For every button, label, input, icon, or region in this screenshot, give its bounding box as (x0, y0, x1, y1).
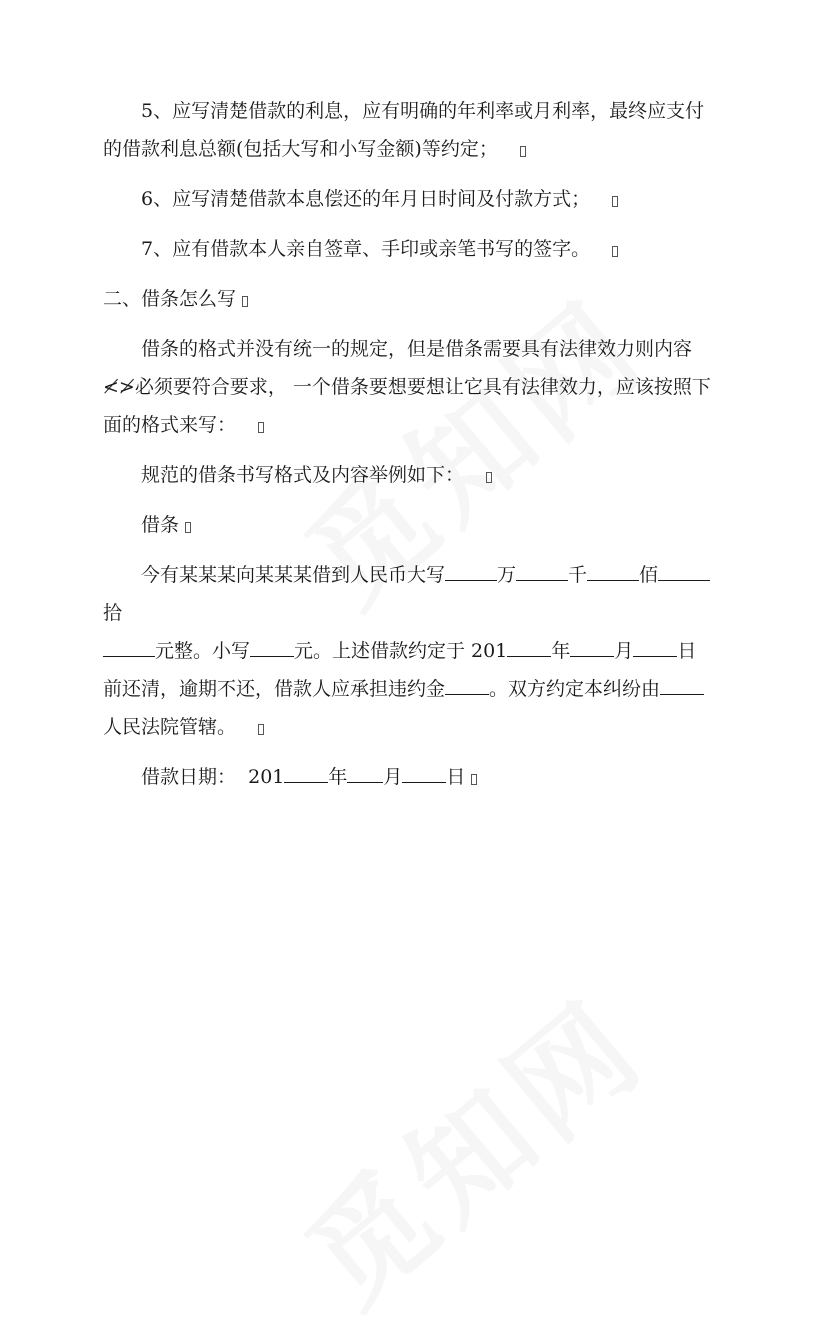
section-heading (103, 280, 728, 318)
paragraph-mark-icon (471, 774, 477, 785)
blank-field (587, 556, 639, 581)
item-6 (103, 180, 728, 218)
paragraph-mark-icon (242, 296, 248, 307)
item-5-line-1: 5、应写清楚借款的利息，应有明确的年利率或月利率，最终应支付 (141, 100, 705, 122)
blank-field (347, 758, 383, 783)
item-7 (103, 230, 728, 268)
blank-field (284, 758, 328, 783)
iou-body-line-1: 今有某某某向某某某借到人民币大写 万 千 佰拾 (103, 556, 728, 632)
iou-title: 借条 (103, 506, 728, 544)
blank-field (250, 632, 294, 657)
blank-field (445, 670, 489, 695)
intro-line-3: 面的格式来写： (103, 406, 728, 444)
blank-field (660, 670, 704, 695)
document-body (103, 92, 728, 796)
blank-field (507, 632, 551, 657)
intro-line-2: ≮≯必须要符合要求， 一个借条要想要想让它具有法律效力，应该按照下 (103, 376, 711, 398)
blank-field (516, 556, 568, 581)
item-6-text: 6、应写清楚借款本息偿还的年月日时间及付款方式； (141, 188, 591, 210)
blank-field (402, 758, 446, 783)
iou-body-line-3: 前还清，逾期不还，借款人应承担违约金 。双方约定本纠纷由 (103, 670, 728, 708)
item-5-cont (103, 130, 728, 168)
paragraph-mark-icon (520, 146, 526, 157)
watermark-bottom (265, 955, 674, 1337)
blank-field (658, 556, 710, 581)
paragraph-mark-icon (258, 724, 264, 735)
blank-field (633, 632, 677, 657)
section-heading-text: 二、借条怎么写 (103, 288, 237, 310)
item-5 (103, 92, 728, 130)
item-5-line-2: 的借款利息总额(包括大写和小写金额)等约定； (103, 138, 498, 160)
blank-field (445, 556, 497, 581)
paragraph-mark-icon (612, 196, 618, 207)
paragraph-mark-icon (258, 422, 264, 433)
iou-body-line-2: 元整。小写 元。上述借款约定于 201 年 月 日 (103, 632, 728, 670)
blank-field (103, 632, 155, 657)
example-intro: 规范的借条书写格式及内容举例如下： (103, 456, 728, 494)
paragraph-mark-icon (185, 522, 191, 533)
intro-line-1: 借条的格式并没有统一的规定，但是借条需要具有法律效力则内容 (141, 338, 693, 360)
iou-date: 借款日期： 201 年 月 日 (103, 758, 728, 796)
paragraph-mark-icon (486, 472, 492, 483)
item-7-text: 7、应有借款本人亲自签章、手印或亲笔书写的签字。 (141, 238, 591, 260)
blank-field (570, 632, 614, 657)
paragraph-mark-icon (612, 246, 618, 257)
iou-body-line-4: 人民法院管辖。 (103, 708, 728, 746)
